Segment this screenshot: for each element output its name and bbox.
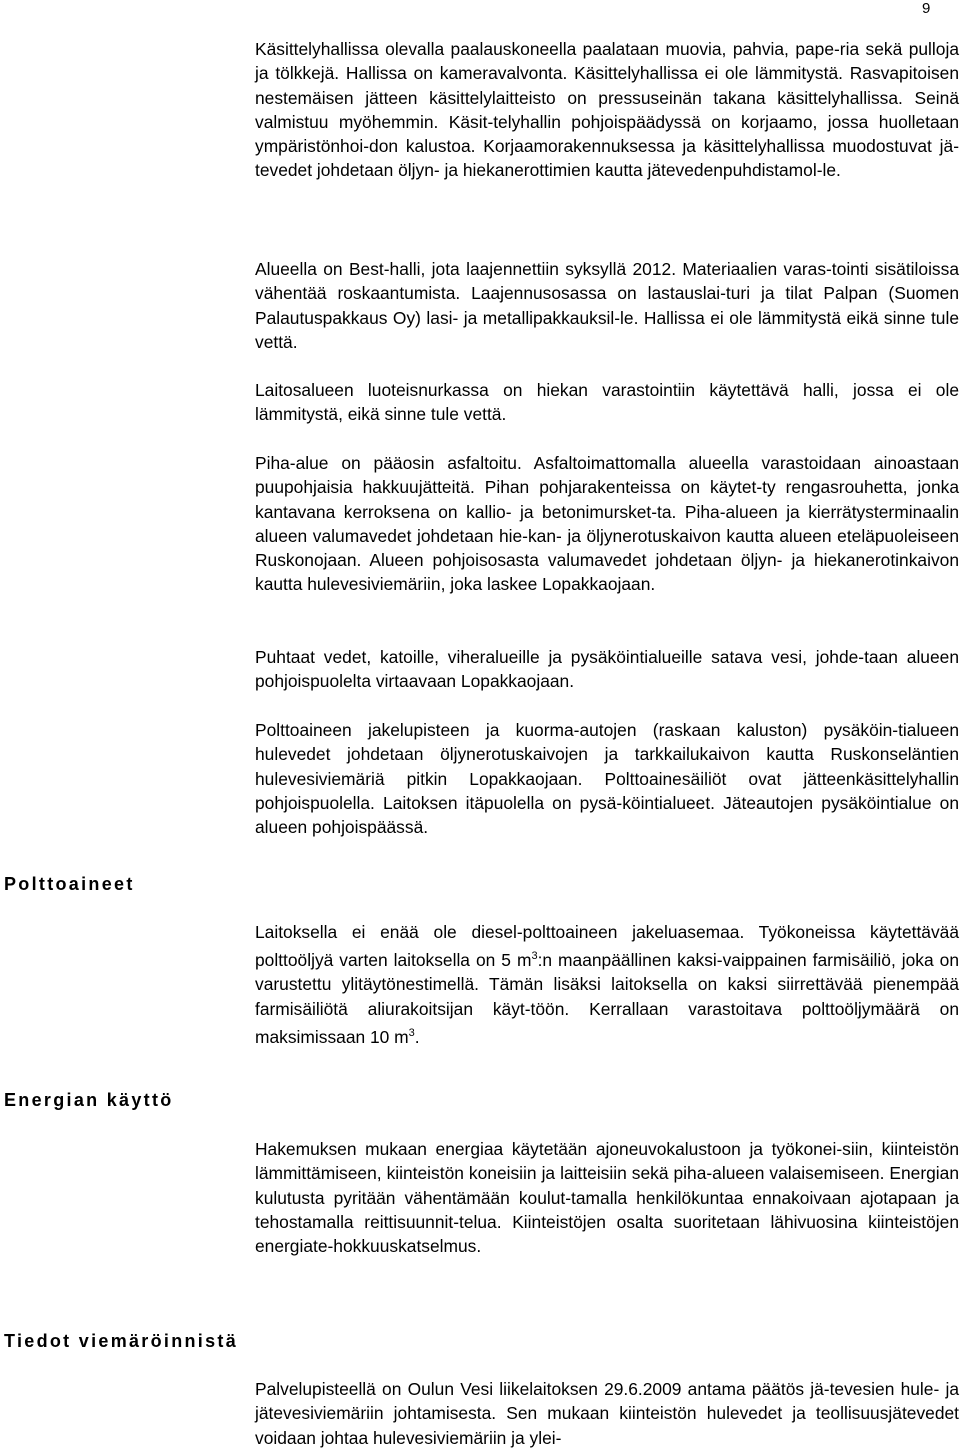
paragraph-best-halli: Alueella on Best-halli, jota laajennettiin syksyllä 2012. Materiaalien varas-tointi sisätiloissa vähentää roskaantumista. Laajennusosassa on lastauslai-turi ja tilat Palpan (Suomen Palautuspakkaus Oy) lasi- ja metallipakkauksil-le. Hallissa ei ole lämmitystä eikä sinne tule vettä. bbox=[255, 259, 959, 352]
heading-polttoaineet: Polttoaineet bbox=[4, 874, 135, 894]
superscript-cubic-a: 3 bbox=[531, 950, 538, 963]
section-1-block-2 bbox=[255, 257, 959, 354]
paragraph-puhtaat-vedet: Puhtaat vedet, katoille, viheralueille ja pysäköintialueille satava vesi, johde-taan alueen pohjoispuolelta virtaavaan Lopakkaojaan. bbox=[255, 647, 959, 692]
section-1-block-6 bbox=[255, 718, 959, 839]
paragraph-piha-alue: Piha-alue on pääosin asfaltoitu. Asfaltoimattomalla alueella varastoidaan ainoastaan puupohjaisia hakkuujätteitä. Pihan pohjarakenteissa on käytet-ty rengasrouhetta, jonka kantavana kerroksena on kallio- ja betonimursket-ta. Piha-alueen ja kierrätysterminaalin alueen valumavedet johdetaan hie-kan- ja öljynerotuskaivon kautta alueen eteläpuoleiseen Ruskonojaan. Alueen pohjoisosasta valumavedet johdetaan öljyn- ja hiekanerotinkaivon kautta hulevesiviemäriin, joka laskee Lopakkaojaan. bbox=[255, 453, 959, 595]
energian-kaytto-block bbox=[255, 1137, 959, 1258]
section-1-block-5 bbox=[255, 645, 959, 694]
tiedot-viemaroinnista-block bbox=[255, 1377, 959, 1450]
paragraph-polttoaineet bbox=[255, 920, 959, 1049]
section-1-block-3 bbox=[255, 378, 959, 427]
heading-energian-kaytto: Energian käyttö bbox=[4, 1090, 174, 1110]
polttoaineet-text-b: :n maanpäällinen kaksi-vaippainen farmisäiliö, joka on varustettu ylitäytönestimellä. Tämän lisäksi laitoksella on kaksi siirrettävää pienempää farmisäiliötä aliurakoitsijan käyt-töön. Kerrallaan varastoitava polttoöljymäärä on maksimissaan 10 m bbox=[255, 950, 959, 1047]
paragraph-polttoaineen-jakelu: Polttoaineen jakelupisteen ja kuorma-autojen (raskaan kaluston) pysäköin-tialueen hulevedet johdetaan öljynerotuskaivojen ja tarkkailukaivon kautta Ruskonseläntien hulevesiviemäriä pitkin Lopakkaojaan. Polttoainesäiliöt ovat jätteenkäsittelyhallin pohjoispuolella. Laitoksen itäpuolella on pysä-köintialueet. Jäteautojen pysäköintialue on alueen pohjoispäässä. bbox=[255, 720, 959, 838]
section-1-block bbox=[255, 37, 959, 183]
polttoaineet-text-c: . bbox=[414, 1026, 420, 1047]
paragraph-kasittelyhalli: Käsittelyhallissa olevalla paalauskoneella paalataan muovia, pahvia, pape-ria sekä pulloja ja tölkkejä. Hallissa on kameravalvonta. Käsittelyhallissa ei ole lämmitystä. Rasvapitoisen nestemäisen jätteen käsittelylaitteisto on pressuseinän takana käsittelyhallissa. Seinä valmistuu myöhemmin. Käsit-telyhallin pohjoispäädyssä on korjaamo, jossa huolletaan ympäristönhoi-don kalustoa. Korjaamorakennuksessa ja käsittelyhallissa muodostuvat jä-tevedet johdetaan öljyn- ja hiekanerottimien kautta jätevedenpuhdistamol-le. bbox=[255, 39, 959, 181]
polttoaineet-text-a: Laitoksella ei enää ole diesel-polttoaineen jakeluasemaa. Työkoneissa käytettävää polttoöljyä varten laitoksella on 5 m bbox=[255, 922, 959, 971]
paragraph-tiedot-viemaroinnista: Palvelupisteellä on Oulun Vesi liikelaitoksen 29.6.2009 antama päätös jä-tevesien hule- ja jätevesiviemäriin johtamisesta. Sen mukaan kiinteistön hulevedet ja teollisuusjätevedet voidaan johtaa hulevesiviemäriin ja ylei- bbox=[255, 1379, 959, 1448]
page-number: 9 bbox=[922, 0, 931, 17]
heading-tiedot-viemaroinnista: Tiedot viemäröinnistä bbox=[4, 1331, 239, 1351]
superscript-cubic-b: 3 bbox=[408, 1026, 415, 1039]
paragraph-hiekkahalli: Laitosalueen luoteisnurkassa on hiekan varastointiin käytettävä halli, jossa ei ole lämmitystä, eikä sinne tule vettä. bbox=[255, 380, 959, 425]
paragraph-energian-kaytto: Hakemuksen mukaan energiaa käytetään ajoneuvokalustoon ja työkonei-siin, kiinteistön lämmittämiseen, kiinteistön koneisiin ja laitteisiin sekä piha-alueen valaisemiseen. Energian kulutusta pyritään vähentämään koulut-tamalla henkilökuntaa ennakoivaan ajotapaan ja tehostamalla reittisuunnit-telua. Kiinteistöjen osalta suoritetaan lähivuosina kiinteistöjen energiate-hokkuuskatselmus. bbox=[255, 1139, 959, 1257]
polttoaineet-block bbox=[255, 920, 959, 1049]
section-1-block-4 bbox=[255, 451, 959, 597]
